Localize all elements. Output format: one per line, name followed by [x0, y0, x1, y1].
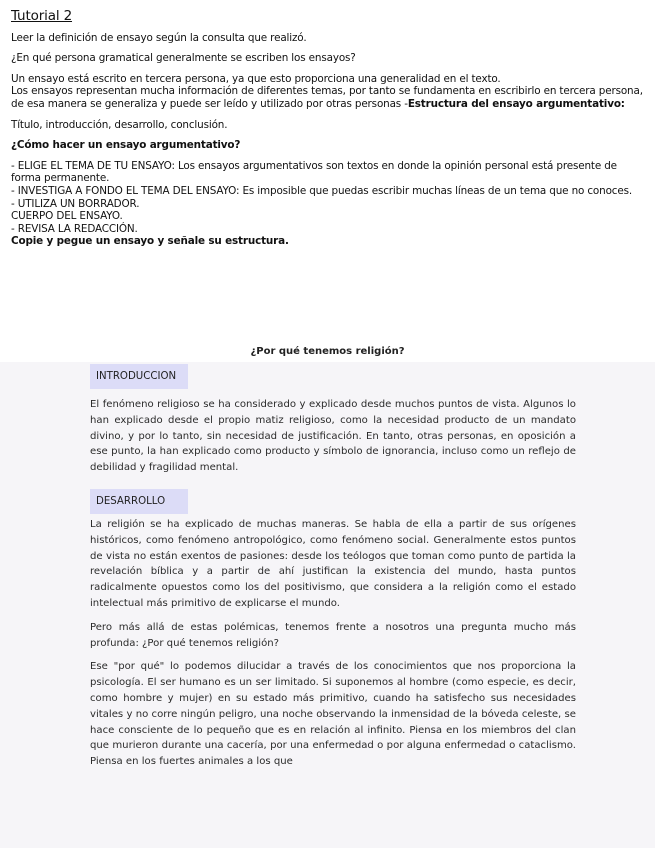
list-item: - REVISA LA REDACCIÓN.	[11, 222, 138, 235]
answer-1-line-1: Un ensayo está escrito en tercera persona, ya que esto proporciona una generalidad en el texto.	[11, 72, 501, 85]
development-paragraph-1: La religión se ha explicado de muchas maneras. Se habla de ella a partir de sus orígenes históricos, como fenómeno antropológico, como fenómeno social. Generalmente estos puntos de vista no están exentos de pasiones: desde los teólogos que toman como punto de partida la revelación bíblica y a partir de ahí justifican la existencia del mundo, hasta puntos radicalmente opuestos como los del positivismo, que considera a la religión como el estado intelectual más primitivo de explicarse el mundo.	[90, 519, 576, 609]
development-label: DESARROLLO	[90, 489, 188, 514]
answer-1-line-2: Los ensayos representan mucha información de diferentes temas, por tanto se fundamenta en escribirlo en tercera persona, de esa manera se generaliza y puede ser leído y utilizado por otras personas -	[11, 85, 643, 110]
instruction-text: Leer la definición de ensayo según la consulta que realizó.	[11, 31, 307, 44]
list-item: CUERPO DEL ENSAYO.	[11, 210, 123, 223]
page-title: Tutorial 2	[11, 8, 73, 24]
list-item: - INVESTIGA A FONDO EL TEMA DEL ENSAYO: Es imposible que puedas escribir muchas líneas de un tema que no conoces.	[11, 184, 633, 197]
intro-section	[90, 397, 576, 484]
list-item: - UTILIZA UN BORRADOR.	[11, 197, 140, 210]
task-text: Copie y pegue un ensayo y señale su estructura.	[11, 235, 289, 248]
question-2: ¿Cómo hacer un ensayo argumentativo?	[11, 139, 241, 152]
essay-title: ¿Por qué tenemos religión?	[250, 346, 405, 357]
list-item: - ELIGE EL TEMA DE TU ENSAYO: Los ensayos argumentativos son textos en donde la opinión personal está presente de forma permanente.	[11, 159, 617, 185]
intro-paragraph: El fenómeno religioso se ha considerado y explicado desde muchos puntos de vista. Algunos lo han explicado desde el propio matiz religioso, como la necesidad producto de un mandato divino, y por lo tanto, sin necesidad de justificación. En tanto, otras personas, en oposición a ese punto, la han explicado como producto y símbolo de ignorancia, incluso como un reflejo de debilidad y fragilidad mental.	[90, 399, 576, 474]
structure-text: Título, introducción, desarrollo, conclusión.	[11, 118, 228, 131]
development-paragraph-3: Ese "por qué" lo podemos dilucidar a través de los conocimientos que nos proporciona la psicología. El ser humano es un ser limitado. Si suponemos al hombre (como especie, es decir, como hombre y mujer) en su estado más primitivo, cuando ha satisfecho sus necesidades vitales y no corre ningún peligro, una noche observando la inmensidad de la bóveda celeste, se hace consciente de lo pequeño que es en relación al infinito. Piensa en los miembros del clan que murieron durante una cacería, por una enfermedad o por alguna enfermedad o cataclismo. Piensa en los fuertes animales a los que	[90, 661, 576, 768]
question-1: ¿En qué persona gramatical generalmente se escriben los ensayos?	[11, 52, 356, 65]
steps-list	[11, 160, 643, 248]
structure-heading: Estructura del ensayo argumentativo:	[407, 97, 625, 110]
intro-label: INTRODUCCION	[90, 364, 188, 389]
development-section	[90, 517, 576, 778]
answer-1	[11, 73, 643, 111]
tutorial-text	[0, 0, 655, 248]
development-paragraph-2: Pero más allá de estas polémicas, tenemos frente a nosotros una pregunta mucho más profunda: ¿Por qué tenemos religión?	[90, 621, 576, 649]
